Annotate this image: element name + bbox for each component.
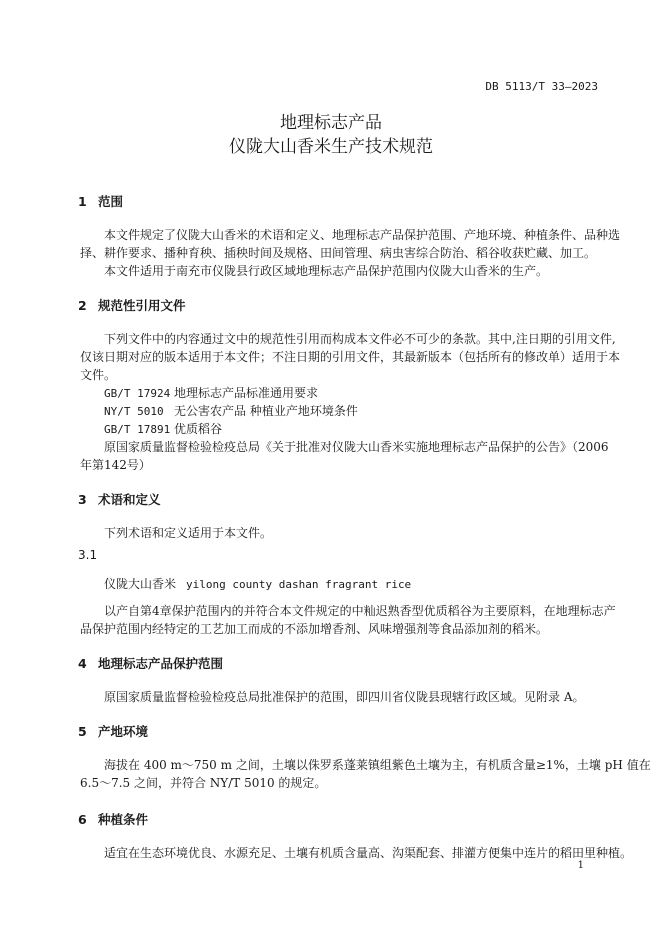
s2-para1-line3: 文件。	[80, 368, 117, 382]
s2-para1-line1: 下列文件中的内容通过文中的规范性引用而构成本文件必不可少的条款。其中,注日期的引用文件,	[104, 332, 616, 346]
section-number: 2	[78, 298, 87, 313]
section-1-heading	[78, 192, 123, 210]
s3-intro: 下列术语和定义适用于本文件。	[104, 526, 273, 540]
section-6-heading	[78, 810, 148, 828]
section-number: 5	[78, 724, 87, 739]
s3-definition-line1: 以产自第4章保护范围内的并符合本文件规定的中籼迟熟香型优质稻谷为主要原料，在地理标志产	[104, 604, 616, 618]
s2-notice-line1: 原国家质量监督检验检疫总局《关于批准对仪陇大山香米实施地理标志产品保护的公告》（2006	[104, 440, 609, 454]
page-number: 1	[577, 860, 584, 871]
section-5-heading	[78, 722, 148, 740]
s6-text: 适宜在生态环境优良、水源充足、土壤有机质含量高、沟渠配套、排灌方便集中连片的稻田里种植。	[104, 846, 633, 860]
reference-item	[104, 402, 358, 419]
s1-para1-line1: 本文件规定了仪陇大山香米的术语和定义、地理标志产品保护范围、产地环境、种植条件、品种选	[104, 228, 621, 242]
section-title: 产地环境	[98, 724, 149, 739]
section-title: 种植条件	[98, 812, 149, 827]
s3-definition-line2: 品保护范围内经特定的工艺加工而成的不添加增香剂、风味增强剂等食品添加剂的稻米。	[80, 622, 549, 636]
section-3-heading	[78, 490, 161, 508]
section-number: 4	[78, 656, 87, 671]
section-number: 3	[78, 492, 87, 507]
reference-name: 优质稻谷	[174, 422, 223, 436]
section-title: 地理标志产品保护范围	[98, 656, 224, 671]
reference-name: 无公害农产品 种植业产地环境条件	[174, 404, 358, 418]
s2-para1-line2: 仅该日期对应的版本适用于本文件；不注日期的引用文件，其最新版本（包括所有的修改单）适用于本	[80, 350, 621, 364]
reference-code: GB/T 17891	[104, 423, 171, 436]
s1-para2: 本文件适用于南充市仪陇县行政区域地理标志产品保护范围内仪陇大山香米的生产。	[104, 264, 549, 278]
subsection-number: 3.1	[78, 548, 98, 562]
reference-code: GB/T 17924	[104, 387, 171, 400]
reference-item	[104, 384, 318, 401]
term-chinese: 仪陇大山香米	[104, 577, 177, 591]
s5-line2: 6.5～7.5 之间，并符合 NY/T 5010 的规定。	[80, 776, 327, 790]
section-number: 1	[78, 194, 87, 209]
term-entry	[104, 575, 411, 592]
reference-name: 地理标志产品标准通用要求	[174, 386, 319, 400]
reference-item	[104, 420, 222, 437]
s5-line1: 海拔在 400 m～750 m 之间，土壤以侏罗系蓬莱镇组紫色土壤为主，有机质含量≥1%，土壤 pH 值在	[104, 758, 651, 772]
section-number: 6	[78, 812, 87, 827]
document-code: DB 5113/T 33—2023	[485, 80, 598, 93]
s4-text: 原国家质量监督检验检疫总局批准保护的范围，即四川省仪陇县现辖行政区域。见附录 A。	[104, 690, 585, 704]
reference-code: NY/T 5010	[104, 405, 164, 418]
term-english: yilong county dashan fragrant rice	[186, 578, 412, 591]
section-title: 范围	[98, 194, 124, 209]
section-title: 术语和定义	[98, 492, 161, 507]
section-2-heading	[78, 296, 186, 314]
doc-title-line1: 地理标志产品	[280, 113, 382, 133]
section-title: 规范性引用文件	[98, 298, 186, 313]
section-4-heading	[78, 654, 223, 672]
s2-notice-line2: 年第142号）	[80, 458, 151, 472]
s1-para1-line2: 择、耕作要求、播种育秧、插秧时间及规格、田间管理、病虫害综合防治、稻谷收获贮藏、加工。	[80, 246, 597, 260]
doc-title-line2: 仪陇大山香米生产技术规范	[229, 137, 433, 157]
